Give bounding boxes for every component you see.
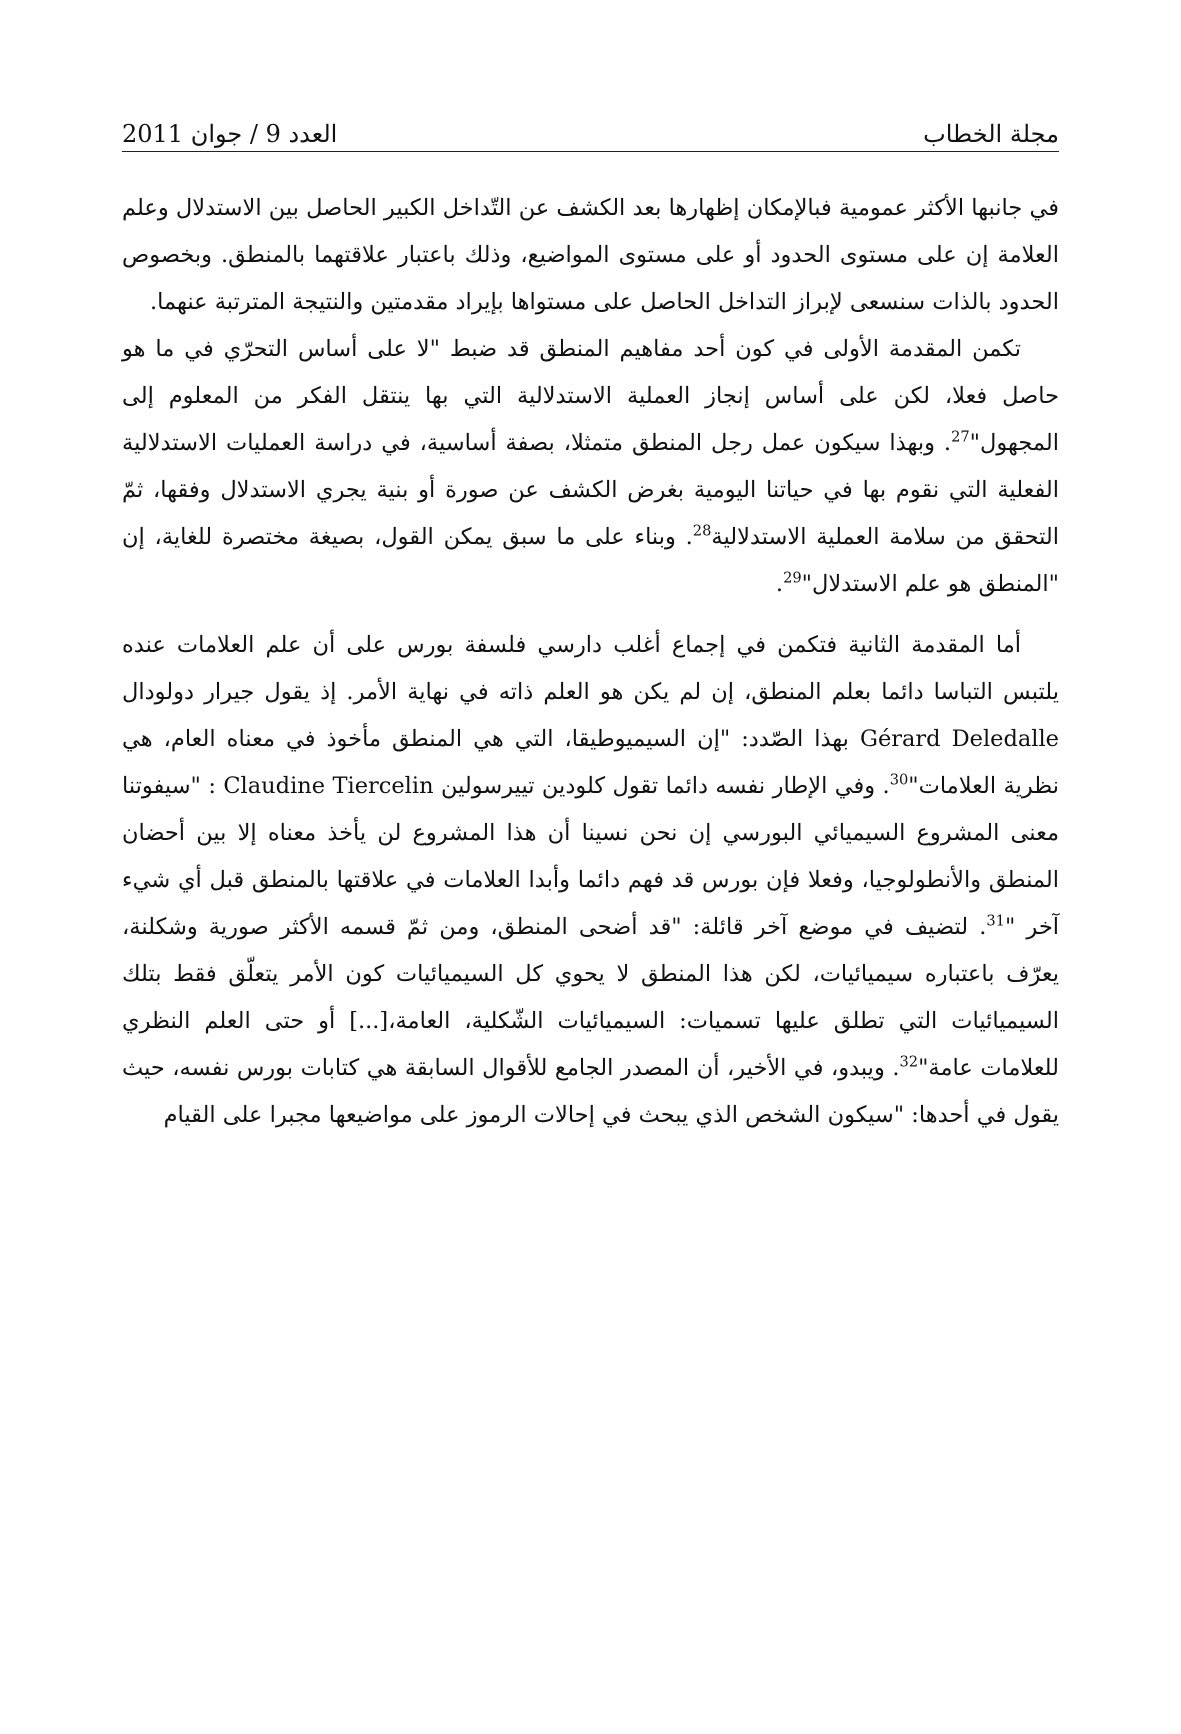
p3-text-5: . لتضيف في موضع آخر قائلة: "قد أضحى المنطق، ومن ثمّ قسمه الأكثر صورية وشكلنة، يعرّف باعتباره سيميائيات، لكن هذا المنطق لا يحوي كل السيميائيات كون الأمر يتعلّق فقط بتلك السيميائيات التي تطلق عليها تسميات: السيميائيات الشّكلية، العامة،[...] أو حتى العلم النظري للعلامات عامة" bbox=[122, 914, 1059, 1081]
p2-text-4: . bbox=[775, 571, 784, 597]
article-body bbox=[122, 185, 1059, 1139]
p2-text-3: . وبناء على ما سبق يمكن القول، بصيغة مختصرة للغاية، إن "المنطق هو علم الاستدلال" bbox=[122, 524, 1059, 597]
p3-text-2: بهذا الصّدد: "إن السيميوطيقا، التي هي المنطق مأخوذ في معناه العام، هي نظرية العلامات" bbox=[122, 726, 1060, 799]
p3-text-3: . وفي الإطار نفسه دائما تقول كلودين تييرسولين bbox=[433, 773, 890, 799]
footnote-ref-27[interactable]: 27 bbox=[951, 428, 970, 446]
footnote-ref-30[interactable]: 30 bbox=[889, 771, 909, 789]
footnote-ref-28[interactable]: 28 bbox=[692, 522, 712, 540]
name-deledalle: Gérard Deledalle bbox=[859, 726, 1059, 752]
p3-text-1: أما المقدمة الثانية فتكمن في إجماع أغلب دارسي فلسفة بورس على أن علم العلامات عنده يلتبس التباسا دائما بعلم المنطق، إن لم يكن هو العلم ذاته في نهاية الأمر. إذ يقول جيرار دولودال bbox=[122, 632, 1059, 705]
p3-text-6: . ويبدو، في الأخير، أن المصدر الجامع للأقوال السابقة هي كتابات بورس نفسه، حيث يقول في أحدها: "سيكون الشخص الذي يبحث في إحالات الرموز على مواضيعها مجبرا على القيام bbox=[122, 1055, 1059, 1128]
paragraph-2 bbox=[122, 326, 1059, 608]
p2-text-1: تكمن المقدمة الأولى في كون أحد مفاهيم المنطق قد ضبط "لا على أساس التحرّي في ما هو حاصل فعلا، لكن على أساس إنجاز العملية الاستدلالية التي بها ينتقل الفكر من المعلوم إلى المجهول" bbox=[122, 336, 1059, 456]
footnote-ref-31[interactable]: 31 bbox=[986, 912, 1005, 930]
name-tiercelin: Claudine Tiercelin bbox=[223, 773, 434, 799]
footnote-ref-29[interactable]: 29 bbox=[783, 569, 802, 587]
footnote-ref-32[interactable]: 32 bbox=[899, 1053, 919, 1071]
p2-text-2: . وبهذا سيكون عمل رجل المنطق متمثلا، بصفة أساسية، في دراسة العمليات الاستدلالية الفعلية التي نقوم بها في حياتنا اليومية بغرض الكشف عن صورة أو بنية يجري الاستدلال وفقها، ثمّ التحقق من سلامة العملية الاستدلالية bbox=[122, 430, 1059, 550]
page-header bbox=[122, 108, 1059, 148]
header-rule bbox=[122, 151, 1059, 152]
paragraph-3 bbox=[122, 622, 1059, 1139]
journal-title: مجلة الخطاب bbox=[923, 120, 1059, 148]
paragraph-1: في جانبها الأكثر عمومية فبالإمكان إظهارها بعد الكشف عن التّداخل الكبير الحاصل بين الاستدلال وعلم العلامة إن على مستوى الحدود أو على مستوى المواضيع، وذلك باعتبار علاقتهما بالمنطق. وبخصوص الحدود بالذات سنسعى لإبراز التداخل الحاصل على مستواها بإيراد مقدمتين والنتيجة المترتبة عنهما. bbox=[122, 195, 1059, 315]
paragraph-gap bbox=[122, 608, 1059, 622]
p3-text-4: : "سيفوتنا معنى المشروع السيميائي البورسي إن نحن نسينا أن هذا المشروع لن يأخذ معناه إلا بين أحضان المنطق والأنطولوجيا، وفعلا فإن بورس قد فهم دائما وأبدا العلامات في علاقتها بالمنطق قبل أي شيء آخر " bbox=[122, 773, 1059, 940]
issue-info: العدد 9 / جوان 2011 bbox=[122, 120, 338, 148]
